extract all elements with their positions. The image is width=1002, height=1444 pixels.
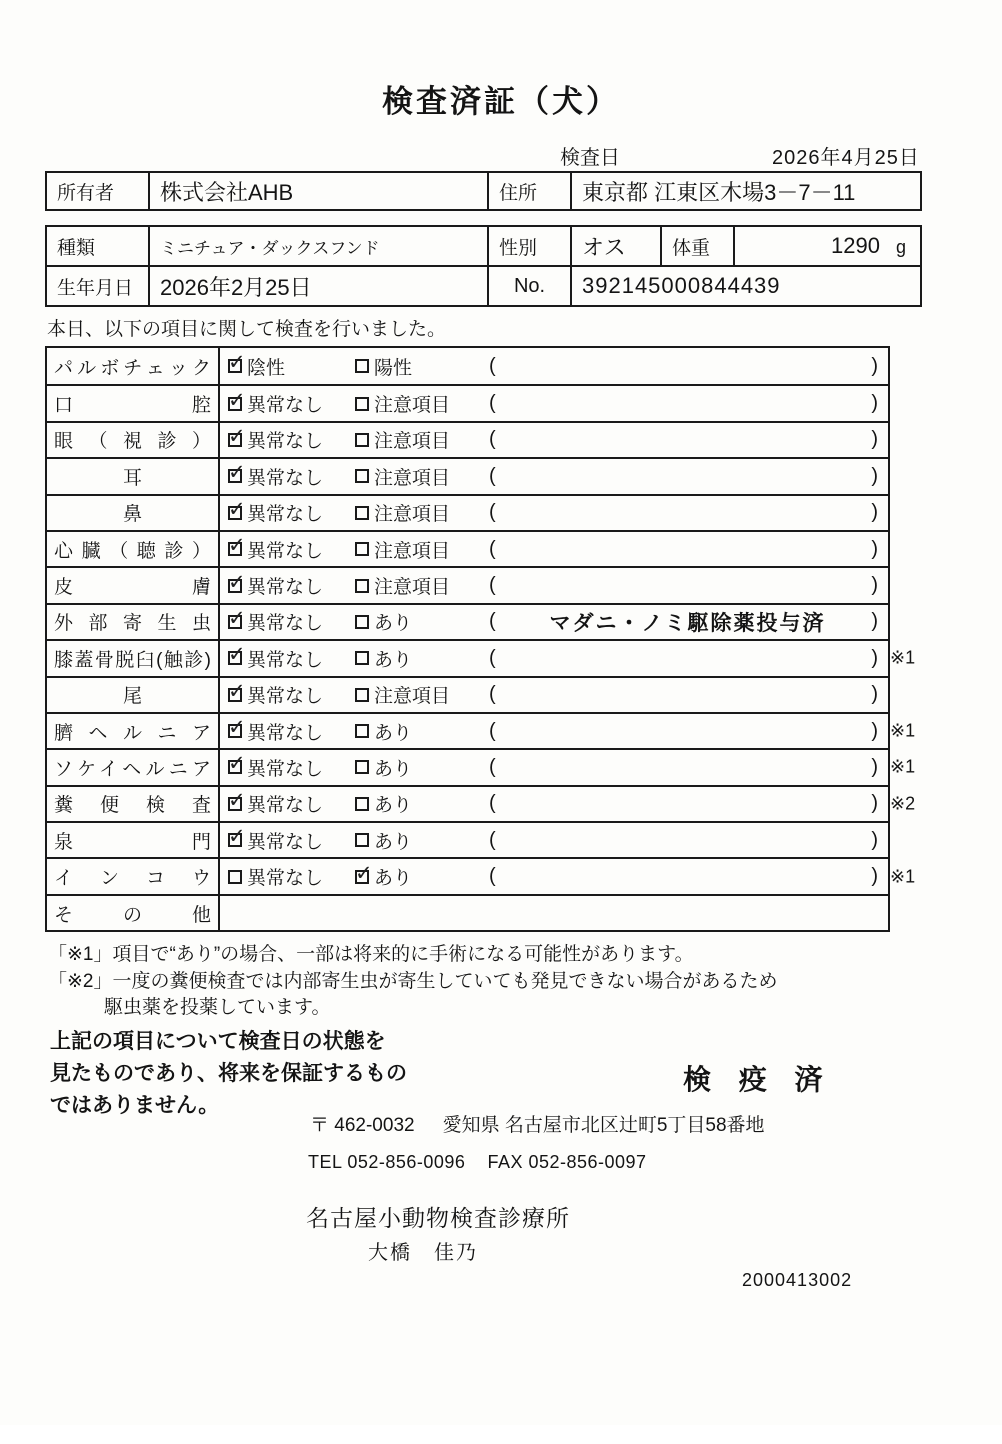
birth-value: 2026年2月25日 xyxy=(149,266,488,306)
checklist-row xyxy=(47,457,888,493)
item-label: その他 xyxy=(54,904,211,926)
paren-open: ( xyxy=(489,646,496,669)
checkbox[interactable] xyxy=(228,724,242,738)
option-1 xyxy=(228,863,355,890)
checkbox[interactable] xyxy=(355,797,369,811)
checkbox[interactable] xyxy=(355,760,369,774)
option-label: 異常なし xyxy=(247,758,324,780)
option-2 xyxy=(355,499,489,526)
paren-close: ) xyxy=(871,683,878,706)
option-2 xyxy=(355,426,489,453)
owner-table xyxy=(45,171,922,211)
inspection-date-value: 2026年4月25日 xyxy=(772,147,920,169)
clinic-address: 愛知県 名古屋市北区辻町5丁目58番地 xyxy=(442,1114,765,1136)
note-text xyxy=(504,512,872,513)
footnote-1: 「※1」項目で“あり”の場合、一部は将来的に手術になる可能性があります。 xyxy=(48,944,694,966)
checklist-row xyxy=(47,603,888,639)
checklist-row xyxy=(47,676,888,712)
row-content xyxy=(220,896,888,930)
option-1 xyxy=(228,681,355,708)
note-text xyxy=(504,731,872,732)
item-label-cell xyxy=(47,423,220,457)
inspection-date-label: 検査日 xyxy=(560,147,620,169)
item-label-cell xyxy=(47,605,220,639)
item-label: 心臓（聴診） xyxy=(54,540,211,562)
item-label: インコウ xyxy=(54,868,211,890)
option-1 xyxy=(228,645,355,672)
option-label: 注意項目 xyxy=(374,504,451,526)
checkbox[interactable] xyxy=(228,579,242,593)
checkbox[interactable] xyxy=(228,359,242,373)
row-content xyxy=(220,823,888,857)
quarantine-stamp: 検 疫 済 xyxy=(683,1063,833,1095)
item-label-cell xyxy=(47,496,220,530)
option-label: あり xyxy=(374,868,413,890)
option-2 xyxy=(355,681,489,708)
checkbox[interactable] xyxy=(228,433,242,447)
tel-number: TEL 052-856-0096 xyxy=(308,1151,466,1172)
option-label: 異常なし xyxy=(247,613,324,635)
option-label: あり xyxy=(374,722,413,744)
note-text xyxy=(504,366,872,367)
item-label-cell xyxy=(47,678,220,712)
option-label: あり xyxy=(374,831,413,853)
option-label: 異常なし xyxy=(247,395,324,417)
option-label: 異常なし xyxy=(247,831,324,853)
option-1 xyxy=(228,718,355,745)
option-label: 異常なし xyxy=(247,795,324,817)
paren-close: ) xyxy=(871,610,878,633)
paren-close: ) xyxy=(871,354,878,377)
weight-value: 1290 xyxy=(831,233,880,258)
option-label: 異常なし xyxy=(247,868,324,890)
option-label: あり xyxy=(374,758,413,780)
item-label: パルボチェック xyxy=(54,357,211,379)
address-value: 東京都 江東区木場3－7－11 xyxy=(571,172,921,210)
option-label: 陰性 xyxy=(247,357,286,379)
item-label: 外部寄生虫 xyxy=(54,613,211,635)
checkbox[interactable] xyxy=(355,433,369,447)
checkbox[interactable] xyxy=(355,688,369,702)
checklist-row xyxy=(47,712,916,748)
item-label: ソケイヘルニア xyxy=(54,758,211,780)
option-1 xyxy=(228,426,355,453)
postal-code: 〒 462-0032 xyxy=(310,1114,415,1136)
breed-label: 種類 xyxy=(46,226,149,266)
checkbox[interactable] xyxy=(355,542,369,556)
option-label: 異常なし xyxy=(247,649,324,671)
paren-close: ) xyxy=(871,828,878,851)
checkbox[interactable] xyxy=(228,506,242,520)
paren-close: ) xyxy=(871,537,878,560)
option-label: 注意項目 xyxy=(374,431,451,453)
option-label: あり xyxy=(374,649,413,671)
checklist-table xyxy=(45,346,916,932)
option-label: 注意項目 xyxy=(374,395,451,417)
disclaimer-line-2: 見たものであり、将来を保証するもの xyxy=(50,1061,407,1085)
paren-open: ( xyxy=(489,537,496,560)
veterinarian-name: 大橋 佳乃 xyxy=(368,1241,478,1264)
option-1 xyxy=(228,463,355,490)
ref-mark: ※2 xyxy=(890,793,916,814)
checkbox[interactable] xyxy=(228,833,242,847)
fax-number: FAX 052-856-0097 xyxy=(487,1151,647,1172)
address-label: 住所 xyxy=(488,172,571,210)
sex-value: オス xyxy=(571,226,661,266)
checkbox[interactable] xyxy=(228,651,242,665)
row-content xyxy=(220,714,888,748)
item-label-cell xyxy=(47,459,220,493)
checkbox[interactable] xyxy=(355,579,369,593)
page-title: 検査済証（犬） xyxy=(382,84,620,119)
row-content xyxy=(220,386,888,420)
item-label: 耳 xyxy=(122,467,142,489)
checklist-row xyxy=(47,639,916,675)
paren-open: ( xyxy=(489,683,496,706)
clinic-address-line xyxy=(310,1110,765,1137)
note-text xyxy=(504,876,872,877)
row-content xyxy=(220,641,888,675)
row-content xyxy=(220,423,888,457)
sex-label: 性別 xyxy=(488,226,571,266)
paren-close: ) xyxy=(871,792,878,815)
item-label-cell xyxy=(47,641,220,675)
option-label: 異常なし xyxy=(247,431,324,453)
weight-label: 体重 xyxy=(661,226,734,266)
option-2 xyxy=(355,572,489,599)
row-content xyxy=(220,568,888,602)
option-2 xyxy=(355,863,489,890)
paren-close: ) xyxy=(871,719,878,742)
option-1 xyxy=(228,499,355,526)
row-content xyxy=(220,496,888,530)
clinic-name: 名古屋小動物検査診療所 xyxy=(306,1204,570,1231)
option-label: あり xyxy=(374,613,413,635)
paren-open: ( xyxy=(489,828,496,851)
paren-open: ( xyxy=(489,610,496,633)
weight-cell xyxy=(734,226,921,266)
row-content xyxy=(220,348,888,384)
option-1 xyxy=(228,390,355,417)
paren-open: ( xyxy=(489,792,496,815)
checkbox[interactable] xyxy=(228,797,242,811)
checkbox[interactable] xyxy=(355,615,369,629)
checkbox[interactable] xyxy=(355,724,369,738)
checklist-row xyxy=(47,566,888,602)
no-value: 392145000844439 xyxy=(571,266,921,306)
pet-info-table xyxy=(45,225,922,307)
item-label-cell xyxy=(47,348,220,384)
option-label: 異常なし xyxy=(247,722,324,744)
paren-open: ( xyxy=(489,865,496,888)
ref-mark: ※1 xyxy=(890,720,916,741)
note-text xyxy=(504,803,872,804)
item-label-cell xyxy=(47,859,220,893)
item-label-cell xyxy=(47,386,220,420)
footnote-2-continued: 駆虫薬を投薬しています。 xyxy=(104,997,331,1019)
option-2 xyxy=(355,827,489,854)
item-label: 尾 xyxy=(122,686,142,708)
item-label: 膝蓋骨脱臼(触診) xyxy=(54,649,211,671)
paren-open: ( xyxy=(489,719,496,742)
checklist-row xyxy=(47,530,888,566)
row-content xyxy=(220,750,888,784)
owner-label: 所有者 xyxy=(46,172,149,210)
option-2 xyxy=(355,463,489,490)
checkbox[interactable] xyxy=(228,760,242,774)
item-label-cell xyxy=(47,750,220,784)
checklist-row xyxy=(47,494,888,530)
row-content xyxy=(220,859,888,893)
note-text xyxy=(504,549,872,550)
option-2 xyxy=(355,645,489,672)
paren-close: ) xyxy=(871,574,878,597)
option-label: 異常なし xyxy=(247,686,324,708)
paren-open: ( xyxy=(489,755,496,778)
row-content xyxy=(220,787,888,821)
checkbox[interactable] xyxy=(228,542,242,556)
note-text xyxy=(504,476,872,477)
checkbox[interactable] xyxy=(355,469,369,483)
option-2 xyxy=(355,718,489,745)
checkbox[interactable] xyxy=(355,359,369,373)
checklist-row xyxy=(47,348,888,384)
checkbox[interactable] xyxy=(228,688,242,702)
option-1 xyxy=(228,353,355,380)
paren-close: ) xyxy=(871,428,878,451)
ref-mark: ※1 xyxy=(890,647,916,668)
item-label: 眼（視診） xyxy=(54,431,211,453)
checklist-row xyxy=(47,748,916,784)
option-1 xyxy=(228,608,355,635)
no-label: No. xyxy=(488,266,571,306)
option-label: 注意項目 xyxy=(374,686,451,708)
option-1 xyxy=(228,754,355,781)
item-label: 口腔 xyxy=(54,395,211,417)
disclaimer xyxy=(50,1026,407,1122)
option-label: 異常なし xyxy=(247,540,324,562)
item-label: 臍ヘルニア xyxy=(54,722,211,744)
note-text: マダニ・ノミ駆除薬投与済 xyxy=(549,611,826,635)
row-content xyxy=(220,678,888,712)
disclaimer-line-3: ではありません。 xyxy=(50,1093,220,1117)
item-label-cell xyxy=(47,787,220,821)
note-text xyxy=(504,439,872,440)
checkbox[interactable] xyxy=(228,615,242,629)
checkbox[interactable] xyxy=(228,870,242,884)
note-text xyxy=(504,585,872,586)
item-label: 皮膚 xyxy=(54,577,211,599)
footnote-2: 「※2」一度の糞便検査では内部寄生虫が寄生していても発見できない場合があるため xyxy=(48,970,778,992)
checkbox[interactable] xyxy=(228,397,242,411)
item-label-cell xyxy=(47,714,220,748)
paren-close: ) xyxy=(871,646,878,669)
option-2 xyxy=(355,754,489,781)
checklist-row xyxy=(47,894,888,930)
paren-close: ) xyxy=(871,392,878,415)
paren-close: ) xyxy=(871,501,878,524)
option-label: あり xyxy=(374,795,413,817)
row-content xyxy=(220,605,888,639)
note-text xyxy=(504,840,872,841)
checkbox[interactable] xyxy=(228,469,242,483)
weight-unit: g xyxy=(895,237,906,257)
paren-open: ( xyxy=(489,354,496,377)
checkbox[interactable] xyxy=(355,506,369,520)
item-label-cell xyxy=(47,896,220,930)
row-content xyxy=(220,532,888,566)
option-1 xyxy=(228,572,355,599)
option-label: 異常なし xyxy=(247,577,324,599)
checklist-row xyxy=(47,421,888,457)
paren-close: ) xyxy=(871,755,878,778)
checklist-row xyxy=(47,785,916,821)
item-label: 泉門 xyxy=(54,831,211,853)
serial-number: 2000413002 xyxy=(742,1269,853,1290)
row-content xyxy=(220,459,888,493)
note-text xyxy=(504,694,872,695)
checkbox[interactable] xyxy=(355,651,369,665)
checkbox[interactable] xyxy=(355,833,369,847)
note-text xyxy=(504,767,872,768)
paren-open: ( xyxy=(489,501,496,524)
bottom-section xyxy=(0,1024,1002,1444)
note-text xyxy=(504,658,872,659)
inspection-date-row xyxy=(0,135,1002,169)
option-label: 注意項目 xyxy=(374,467,451,489)
paren-close: ) xyxy=(871,865,878,888)
paren-open: ( xyxy=(489,574,496,597)
option-1 xyxy=(228,536,355,563)
option-label: 異常なし xyxy=(247,504,324,526)
option-1 xyxy=(228,790,355,817)
owner-value: 株式会社AHB xyxy=(149,172,488,210)
paren-open: ( xyxy=(489,392,496,415)
option-label: 異常なし xyxy=(247,467,324,489)
intro-text: 本日、以下の項目に関して検査を行いました。 xyxy=(47,319,447,340)
paren-open: ( xyxy=(489,428,496,451)
paren-close: ) xyxy=(871,464,878,487)
option-2 xyxy=(355,353,489,380)
checklist-row xyxy=(47,384,888,420)
paren-open: ( xyxy=(489,464,496,487)
item-label-cell xyxy=(47,823,220,857)
breed-value: ミニチュア・ダックスフンド xyxy=(149,226,488,266)
checklist-row xyxy=(47,821,888,857)
option-2 xyxy=(355,390,489,417)
item-label: 糞便検査 xyxy=(54,795,211,817)
birth-label: 生年月日 xyxy=(46,266,149,306)
option-label: 注意項目 xyxy=(374,577,451,599)
option-label: 注意項目 xyxy=(374,540,451,562)
ref-mark: ※1 xyxy=(890,756,916,777)
checklist-row xyxy=(47,857,916,893)
option-2 xyxy=(355,790,489,817)
disclaimer-line-1: 上記の項目について検査日の状態を xyxy=(50,1029,386,1053)
checkbox[interactable] xyxy=(355,397,369,411)
option-label: 陽性 xyxy=(374,357,413,379)
option-1 xyxy=(228,827,355,854)
footnotes xyxy=(48,942,1002,1022)
note-text xyxy=(504,403,872,404)
ref-mark: ※1 xyxy=(890,866,916,887)
item-label: 鼻 xyxy=(122,504,142,526)
item-label-cell xyxy=(47,532,220,566)
option-2 xyxy=(355,536,489,563)
option-2 xyxy=(355,608,489,635)
checkbox[interactable] xyxy=(355,870,369,884)
item-label-cell xyxy=(47,568,220,602)
tel-fax-line xyxy=(308,1152,647,1173)
